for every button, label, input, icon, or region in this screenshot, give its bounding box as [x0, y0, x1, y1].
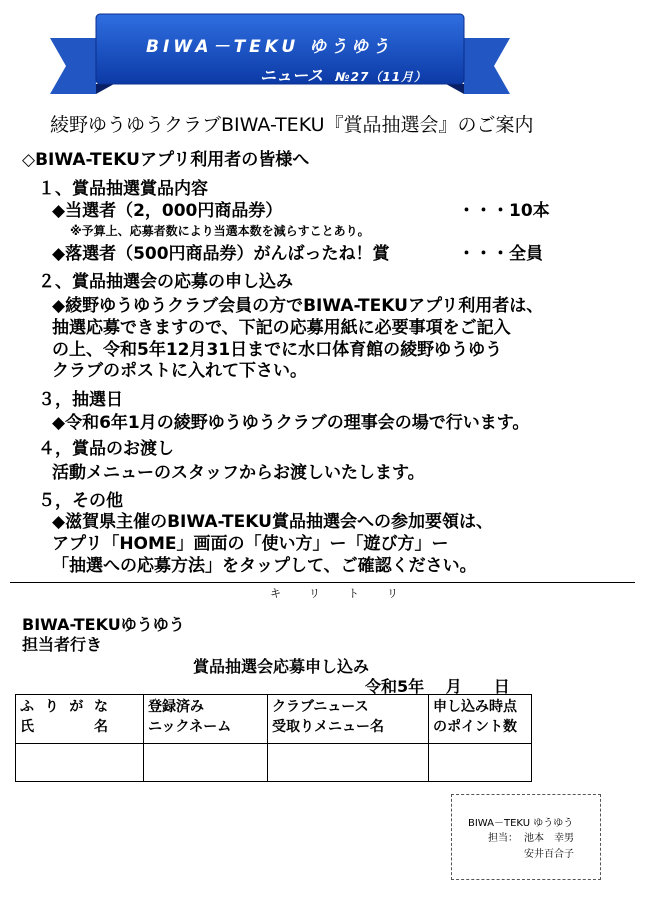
- points-field[interactable]: [429, 744, 532, 782]
- contact-org: BIWA－TEKU ゆうゆう: [468, 818, 574, 829]
- contact-box: [451, 794, 601, 880]
- section5-line: ◆滋賀県主催のBIWA-TEKU賞品抽選会への参加要領は、: [52, 512, 493, 532]
- contact-role: 担当：: [488, 833, 518, 844]
- banner-issue: №27（11月）: [335, 70, 428, 84]
- news-banner: [50, 8, 510, 94]
- page-title: 綾野ゆうゆうクラブBIWA-TEKU『賞品抽選会』のご案内: [50, 114, 534, 136]
- prize-winner: ◆当選者（2，000円商品券）: [52, 201, 283, 221]
- section3-line: ◆令和6年1月の綾野ゆうゆうクラブの理事会の場で行います。: [52, 413, 530, 433]
- name-field[interactable]: [16, 744, 144, 782]
- form-addressee: BIWA-TEKUゆうゆう: [22, 615, 185, 634]
- contact-person-1: 池本 幸男: [524, 833, 574, 844]
- greeting: ◇BIWA-TEKUアプリ利用者の皆様へ: [22, 150, 310, 170]
- banner-subtitle: [260, 63, 427, 86]
- form-title: 賞品抽選会応募申し込み: [193, 657, 370, 676]
- prize-note: ※予算上、応募者数により当選本数を減らすことあり。: [70, 224, 370, 238]
- header-points: 申し込み時点 のポイント数: [429, 695, 532, 744]
- contact-person-2: 安井百合子: [524, 849, 574, 860]
- prize-winner-count: ・・・10本: [458, 201, 550, 221]
- form-addressee-2: 担当者行き: [22, 635, 103, 654]
- application-form-table: [15, 694, 532, 782]
- section2-line: ◆綾野ゆうゆうクラブ会員の方でBIWA-TEKUアプリ利用者は、: [52, 296, 544, 316]
- banner-title: BIWA－TEKU ゆうゆう: [146, 37, 394, 57]
- prize-loser: ◆落選者（500円商品券）がんばったね！賞: [52, 244, 390, 264]
- section2-line: 抽選応募できますので、下記の応募用紙に必要事項をご記入: [52, 318, 511, 338]
- header-menu: クラブニュース 受取りメニュー名: [268, 695, 429, 744]
- section5-line: アプリ「HOME」画面の「使い方」ー「遊び方」ー: [52, 534, 449, 554]
- section2-heading: ２、賞品抽選会の応募の申し込み: [38, 272, 293, 292]
- section4-heading: ４，賞品のお渡し: [38, 439, 174, 459]
- nickname-field[interactable]: [144, 744, 268, 782]
- cut-line: [10, 582, 635, 583]
- section5-line: 「抽選への応募方法」をタップして、ご確認ください。: [52, 556, 477, 576]
- header-name: ふ り が な 氏 名: [16, 695, 144, 744]
- form-date: 令和5年 月 日: [365, 677, 510, 696]
- section5-heading: ５，その他: [38, 491, 123, 511]
- section1-heading: １、賞品抽選賞品内容: [38, 179, 208, 199]
- section3-heading: ３，抽選日: [38, 390, 123, 410]
- section4-line: 活動メニューのスタッフからお渡しいたします。: [52, 463, 425, 483]
- banner-news-label: ニュース: [260, 66, 324, 85]
- cut-label: キリトリ: [270, 587, 426, 600]
- prize-loser-count: ・・・全員: [458, 244, 543, 264]
- section2-line: の上、令和5年12月31日までに水口体育館の綾野ゆうゆう: [52, 340, 503, 360]
- header-nickname: 登録済み ニックネーム: [144, 695, 268, 744]
- section2-line: クラブのポストに入れて下さい。: [52, 361, 307, 381]
- menu-field[interactable]: [268, 744, 429, 782]
